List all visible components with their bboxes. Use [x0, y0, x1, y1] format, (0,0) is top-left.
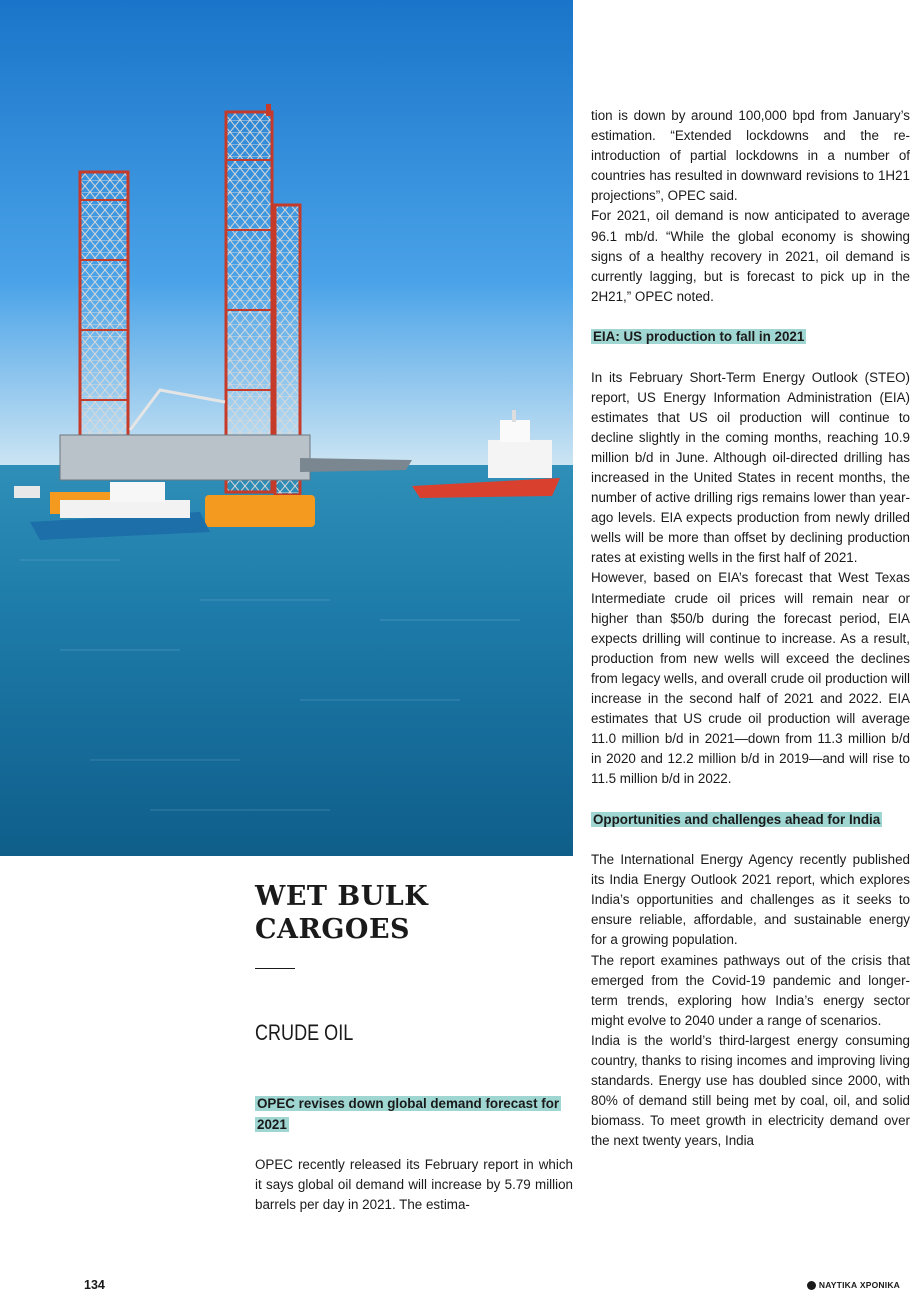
- offshore-rig-illustration: [0, 0, 573, 856]
- rig-leg-center: [226, 104, 272, 492]
- category-label: CRUDE OIL: [255, 1020, 354, 1045]
- opec-continued-paragraph: tion is down by around 100,000 bpd from January’s estimation. “Extended lockdowns and the re-introduction of partial lockdowns in a number of countries has resulted in downward revisions to 1H21 projections”, OPEC said.: [591, 108, 910, 204]
- right-column: [591, 106, 910, 1152]
- rig-hull: [205, 495, 315, 527]
- opec-intro-paragraph: OPEC recently released its February report in which it says global oil demand will increase by 5.79 million barrels per day in 2021. The estima-: [255, 1157, 573, 1213]
- india-paragraph-1: The International Energy Agency recently published its India Energy Outlook 2021 report, which explores India’s opportunities and challenges as it seeks to ensure reliable, affordable, and sustainable energy for a growing population.: [591, 852, 910, 948]
- section-title: WET BULK CARGOES: [255, 881, 429, 945]
- page-number: 134: [84, 1278, 105, 1292]
- opec-demand-paragraph: For 2021, oil demand is now anticipated to average 96.1 mb/d. “While the global economy is showing signs of a healthy recovery in 2021, oil demand is currently lagging, but is forecast to pick up in the 2H21,” OPEC noted.: [591, 208, 910, 304]
- hero-photo: [0, 0, 573, 856]
- brand-name: ΝΑΥΤΙΚΑ ΧΡΟΝΙΚΑ: [818, 1280, 900, 1290]
- title-divider: [255, 968, 295, 969]
- india-paragraph-2: The report examines pathways out of the crisis that emerged from the Covid-19 pandemic and longer-term trends, exploring how India’s energy sector might evolve to 2040 under a range of scenarios.: [591, 952, 910, 1028]
- rig-leg-left: [80, 172, 128, 472]
- publication-brand: [807, 1280, 900, 1290]
- india-heading: Opportunities and challenges ahead for India: [593, 811, 881, 827]
- eia-heading: EIA: US production to fall in 2021: [593, 328, 805, 344]
- eia-paragraph-1: In its February Short-Term Energy Outlook (STEO) report, US Energy Information Administration (EIA) estimates that US oil production will continue to decline slightly in the coming months, reaching 10.9 million b/d in June. Although oil-directed drilling has increased in the United States in recent months, the number of active drilling rigs remains lower than year-ago levels. EIA expects production from newly drilled wells will be more than offset by declining production rates at existing wells in the first half of 2021.: [591, 369, 910, 566]
- brand-logo-icon: [807, 1281, 816, 1290]
- eia-paragraph-2: However, based on EIA’s forecast that West Texas Intermediate crude oil prices will remain near or higher than $50/b during the forecast period, EIA expects drilling will continue to increase. As a result, production from new wells will exceed the declines from legacy wells, and overall crude oil production will increase in the second half of 2021 and 2022. EIA estimates that US crude oil production will average 11.0 million b/d in 2021—down from 11.3 million b/d in 2020 and 12.2 million b/d in 2019—and will rise to 11.5 million b/d in 2022.: [591, 570, 910, 787]
- opec-heading: OPEC revises down global demand forecast for 2021: [257, 1096, 560, 1132]
- india-paragraph-3: India is the world’s third-largest energy consuming country, thanks to rising incomes and improving living standards. Energy use has doubled since 2000, with 80% of demand still being met by coal, oil, and solid biomass. To meet growth in electricity demand over the next twenty years, India: [591, 1032, 910, 1149]
- left-column: [255, 880, 573, 1215]
